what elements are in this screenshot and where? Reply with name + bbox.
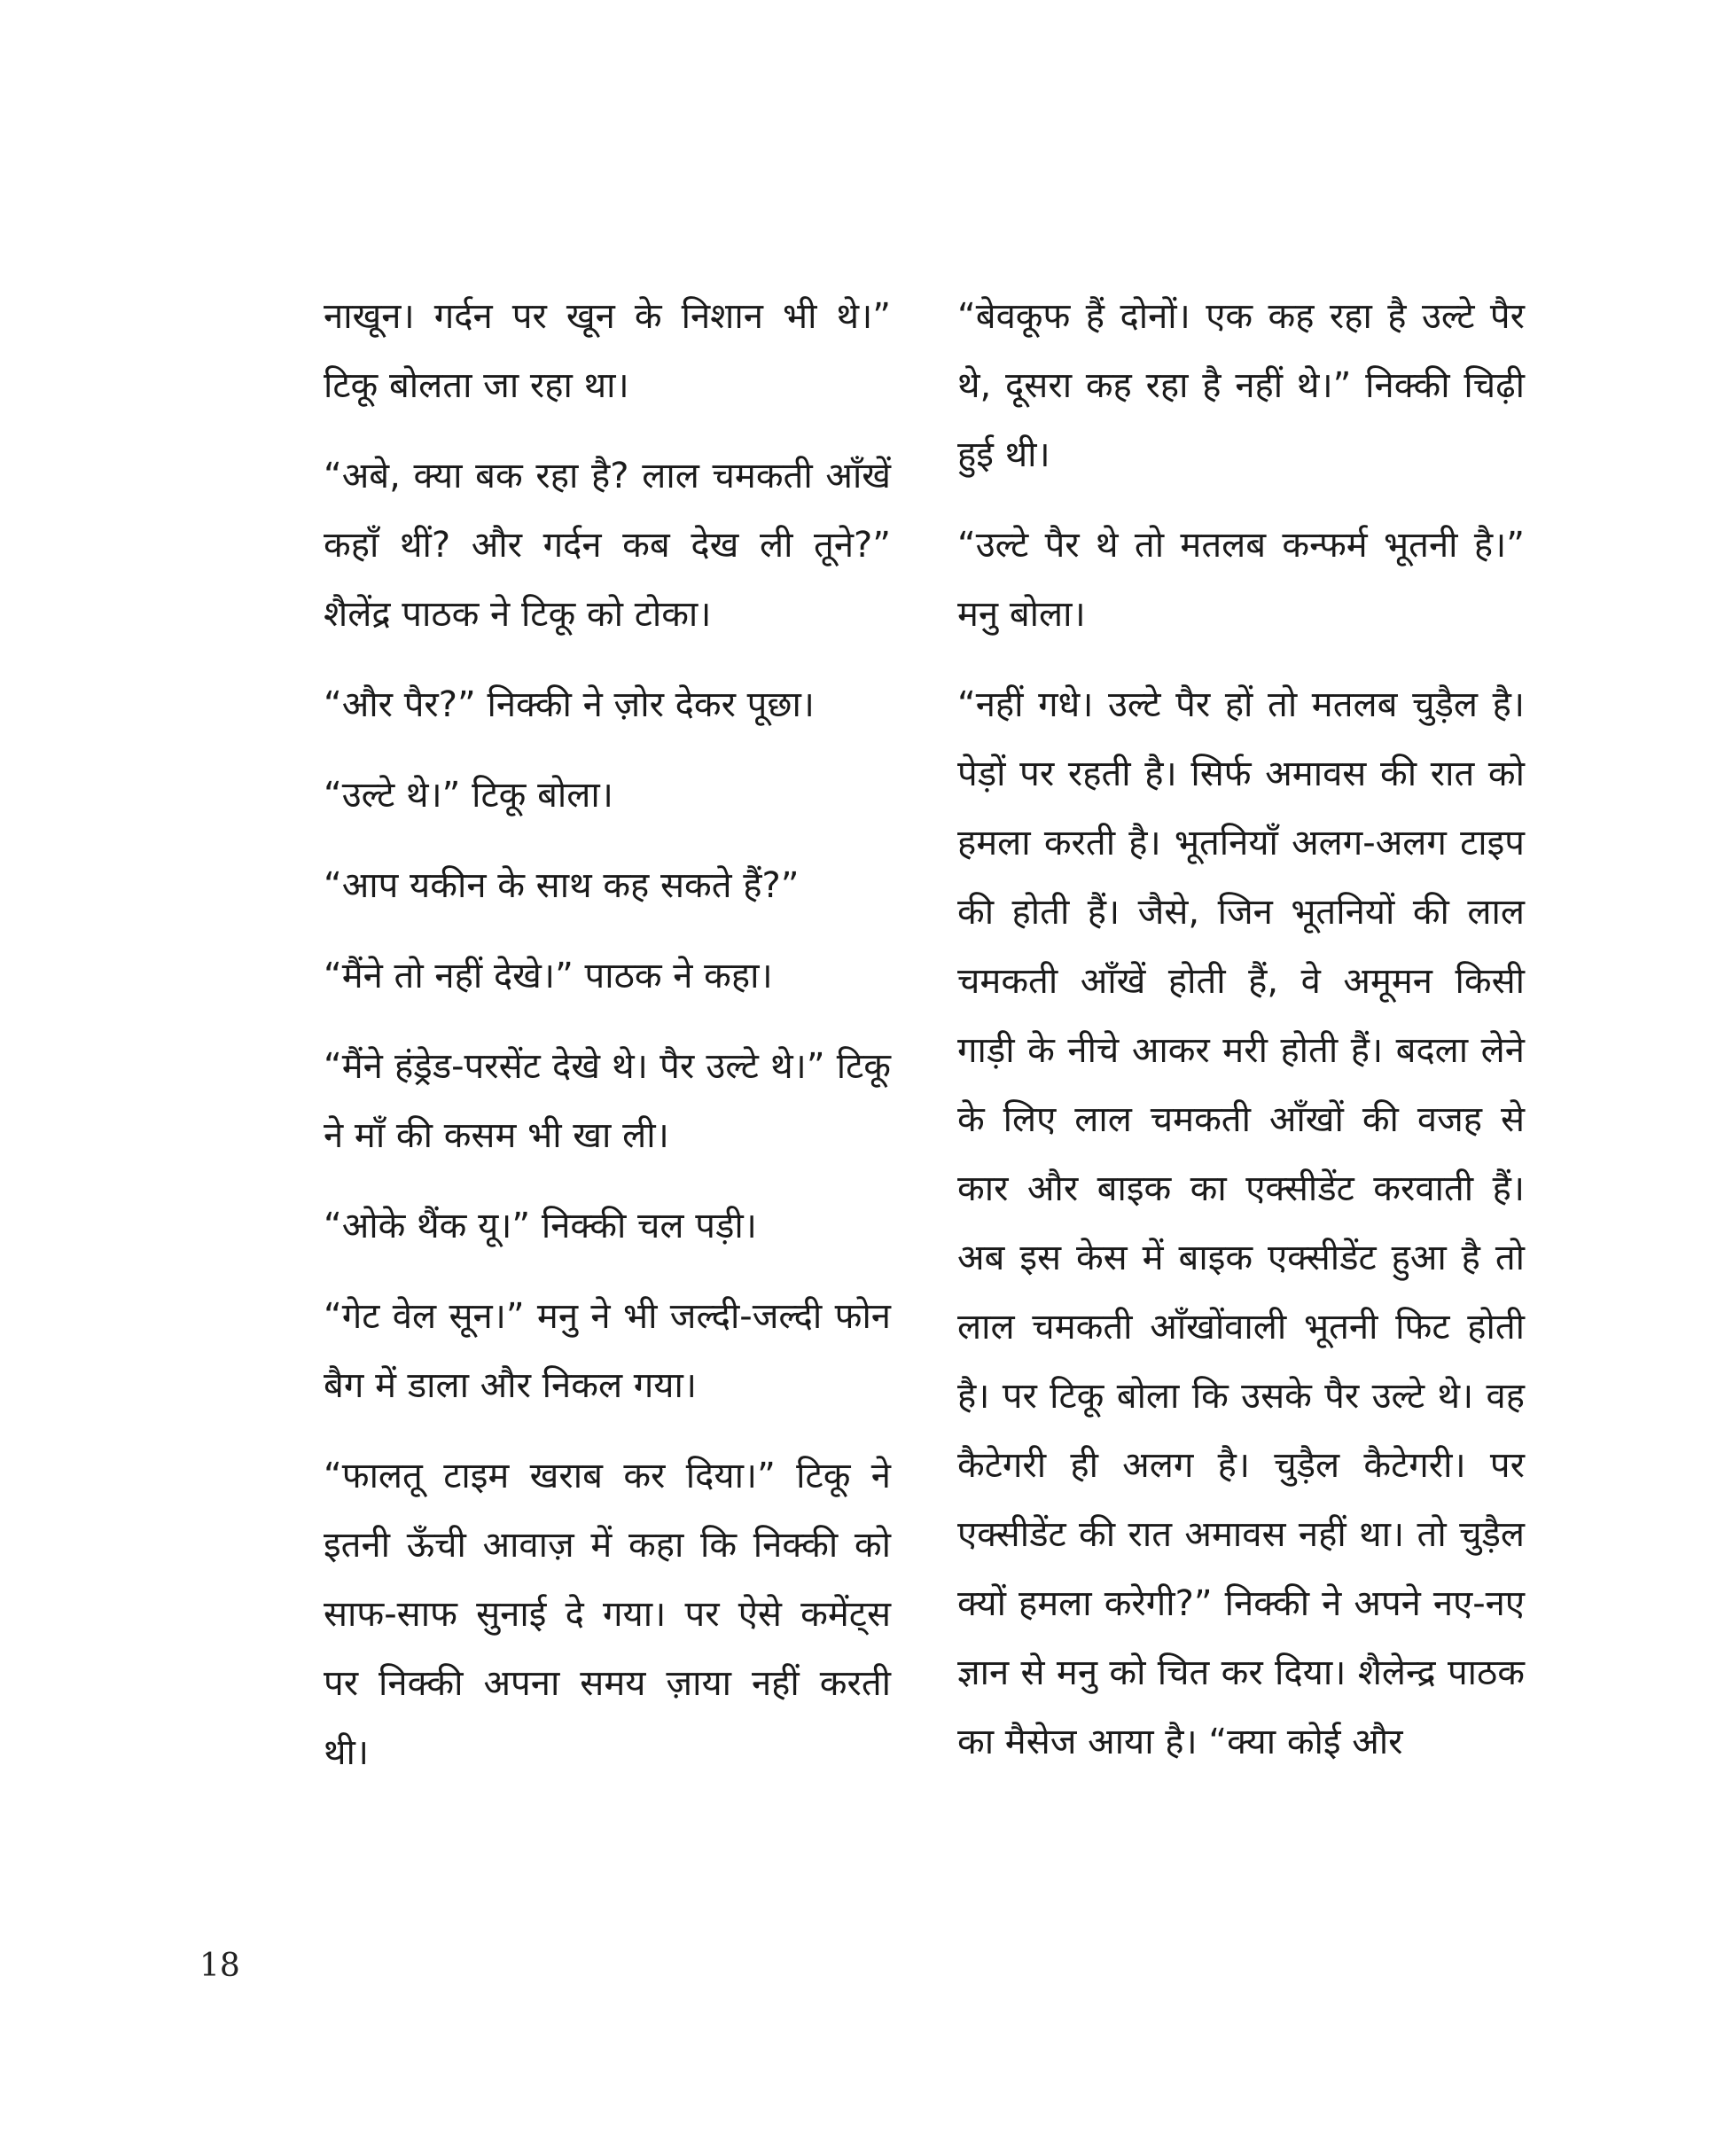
paragraph: “और पैर?” निक्की ने ज़ोर देकर पूछा। (324, 684, 815, 725)
paragraph: “ओके थैंक यू।” निक्की चल पड़ी। (324, 1206, 757, 1246)
paragraph: “मैंने हंड्रेड-परसेंट देखे थे। पैर उल्टे थे।” टिकू ने माँ की कसम भी खा ली। (324, 1046, 891, 1156)
left-text-column (324, 282, 891, 1808)
paragraph: “नहीं गधे। उल्टे पैर हों तो मतलब चुड़ैल है। पेड़ों पर रहती है। सिर्फ अमावस की रात को हमला करती है। भूतनियाँ अलग-अलग टाइप की होती हैं। जैसे, जिन भूतनियों की लाल चमकती आँखें होती हैं, वे अमूमन किसी गाड़ी के नीचे आकर मरी होती हैं। बदला लेने के लिए लाल चमकती आँखों की वजह से कार और बाइक का एक्सीडेंट करवाती हैं। अब इस केस में बाइक एक्सीडेंट हुआ है तो लाल चमकती आँखोंवाली भूतनी फिट होती है। पर टिकू बोला कि उसके पैर उल्टे थे। वह कैटेगरी ही अलग है। चुड़ैल कैटेगरी। पर एक्सीडेंट की रात अमावस नहीं था। तो चुड़ैल क्यों हमला करेगी?” निक्की ने अपने नए-नए ज्ञान से मनु को चित कर दिया। शैलेन्द्र पाठक का मैसेज आया है। “क्या कोई और (957, 684, 1525, 1762)
paragraph: “बेवकूफ हैं दोनों। एक कह रहा है उल्टे पैर थे, दूसरा कह रहा है नहीं थे।” निक्की चिढ़ी हुई थी। (957, 296, 1525, 475)
paragraph: नाखून। गर्दन पर खून के निशान भी थे।” टिकू बोलता जा रहा था। (324, 296, 891, 406)
paragraph: “फालतू टाइम खराब कर दिया।” टिकू ने इतनी ऊँची आवाज़ में कहा कि निक्की को साफ-साफ सुनाई दे गया। पर ऐसे कमेंट्स पर निक्की अपना समय ज़ाया नहीं करती थी। (324, 1456, 891, 1773)
paragraph: “मैंने तो नहीं देखे।” पाठक ने कहा। (324, 956, 773, 996)
page-number: 18 (199, 1948, 240, 1984)
paragraph: “उल्टे थे।” टिकू बोला। (324, 775, 613, 816)
paragraph: “उल्टे पैर थे तो मतलब कन्फर्म भूतनी है।” मनु बोला। (957, 525, 1525, 635)
paragraph: “अबे, क्या बक रहा है? लाल चमकती आँखें कहाँ थीं? और गर्दन कब देख ली तूने?” शैलेंद्र पाठक ने टिकू को टोका। (324, 456, 891, 635)
paragraph: “आप यकीन के साथ कह सकते हैं?” (324, 865, 800, 906)
right-text-column (957, 282, 1525, 1798)
paragraph: “गेट वेल सून।” मनु ने भी जल्दी-जल्दी फोन बैग में डाला और निकल गया। (324, 1296, 891, 1406)
